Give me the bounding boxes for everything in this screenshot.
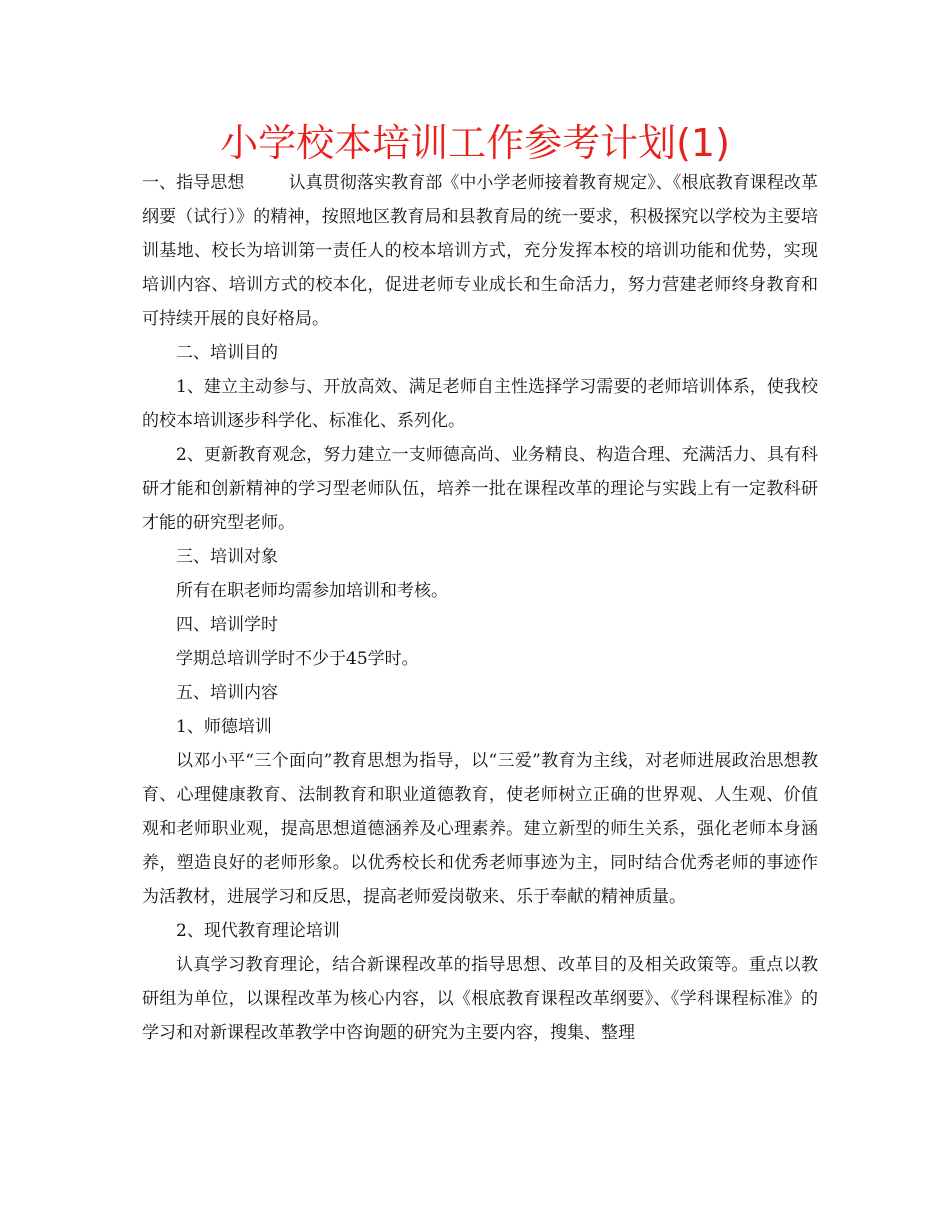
section-heading: 一、指导思想 xyxy=(142,173,245,193)
document-title: 小学校本培训工作参考计划(1) xyxy=(220,121,730,165)
paragraph: 以邓小平“三个面向”教育思想为指导，以“三爱”教育为主线，对老师进展政治思想教育、心理健康教育、法制教育和职业道德教育，使老师树立正确的世界观、人生观、价值观和老师职业观，提高思想道德涵养及心理素养。建立新型的师生关系，强化老师本身涵养，塑造良好的老师形象。以优秀校长和优秀老师事迹为主，同时结合优秀老师的事迹作为活教材，进展学习和反思，提高老师爱岗敬来、乐于奉献的精神质量。 xyxy=(142,751,818,907)
paragraph: 认真学习教育理论，结合新课程改革的指导思想、改革目的及相关政策等。重点以教研组为单位，以课程改革为核心内容，以《根底教育课程改革纲要》、《学科课程标准》的学习和对新课程改革教学中咨询题的研究为主要内容，搜集、整理 xyxy=(142,955,818,1043)
subsection-heading: 2、现代教育理论培训 xyxy=(176,921,340,941)
paragraph: 2、更新教育观念，努力建立一支师德高尚、业务精良、构造合理、充满活力、具有科研才能和创新精神的学习型老师队伍，培养一批在课程改革的理论与实践上有一定教科研才能的研究型老师。 xyxy=(142,445,818,533)
subsection-heading: 1、师德培训 xyxy=(176,717,272,737)
section-heading: 三、培训对象 xyxy=(176,547,278,567)
paragraph: 学期总培训学时不少于45学时。 xyxy=(176,649,419,669)
paragraph: 认真贯彻落实教育部《中小学老师接着教育规定》、《根底教育课程改革纲要（试行）》的精神，按照地区教育局和县教育局的统一要求，积极探究以学校为主要培训基地、校长为培训第一责任人的校本培训方式，充分发挥本校的培训功能和优势，实现培训内容、培训方式的校本化，促进老师专业成长和生命活力，努力营建老师终身教育和可持续开展的良好格局。 xyxy=(142,173,819,329)
paragraph: 所有在职老师均需参加培训和考核。 xyxy=(176,581,448,601)
section-heading: 二、培训目的 xyxy=(176,343,278,363)
paragraph: 1、建立主动参与、开放高效、满足老师自主性选择学习需要的老师培训体系，使我校的校本培训逐步科学化、标准化、系列化。 xyxy=(142,377,818,431)
section-heading: 四、培训学时 xyxy=(176,615,278,635)
section-heading: 五、培训内容 xyxy=(176,683,278,703)
document-body xyxy=(142,166,818,1050)
section-guiding-ideology xyxy=(142,166,818,336)
